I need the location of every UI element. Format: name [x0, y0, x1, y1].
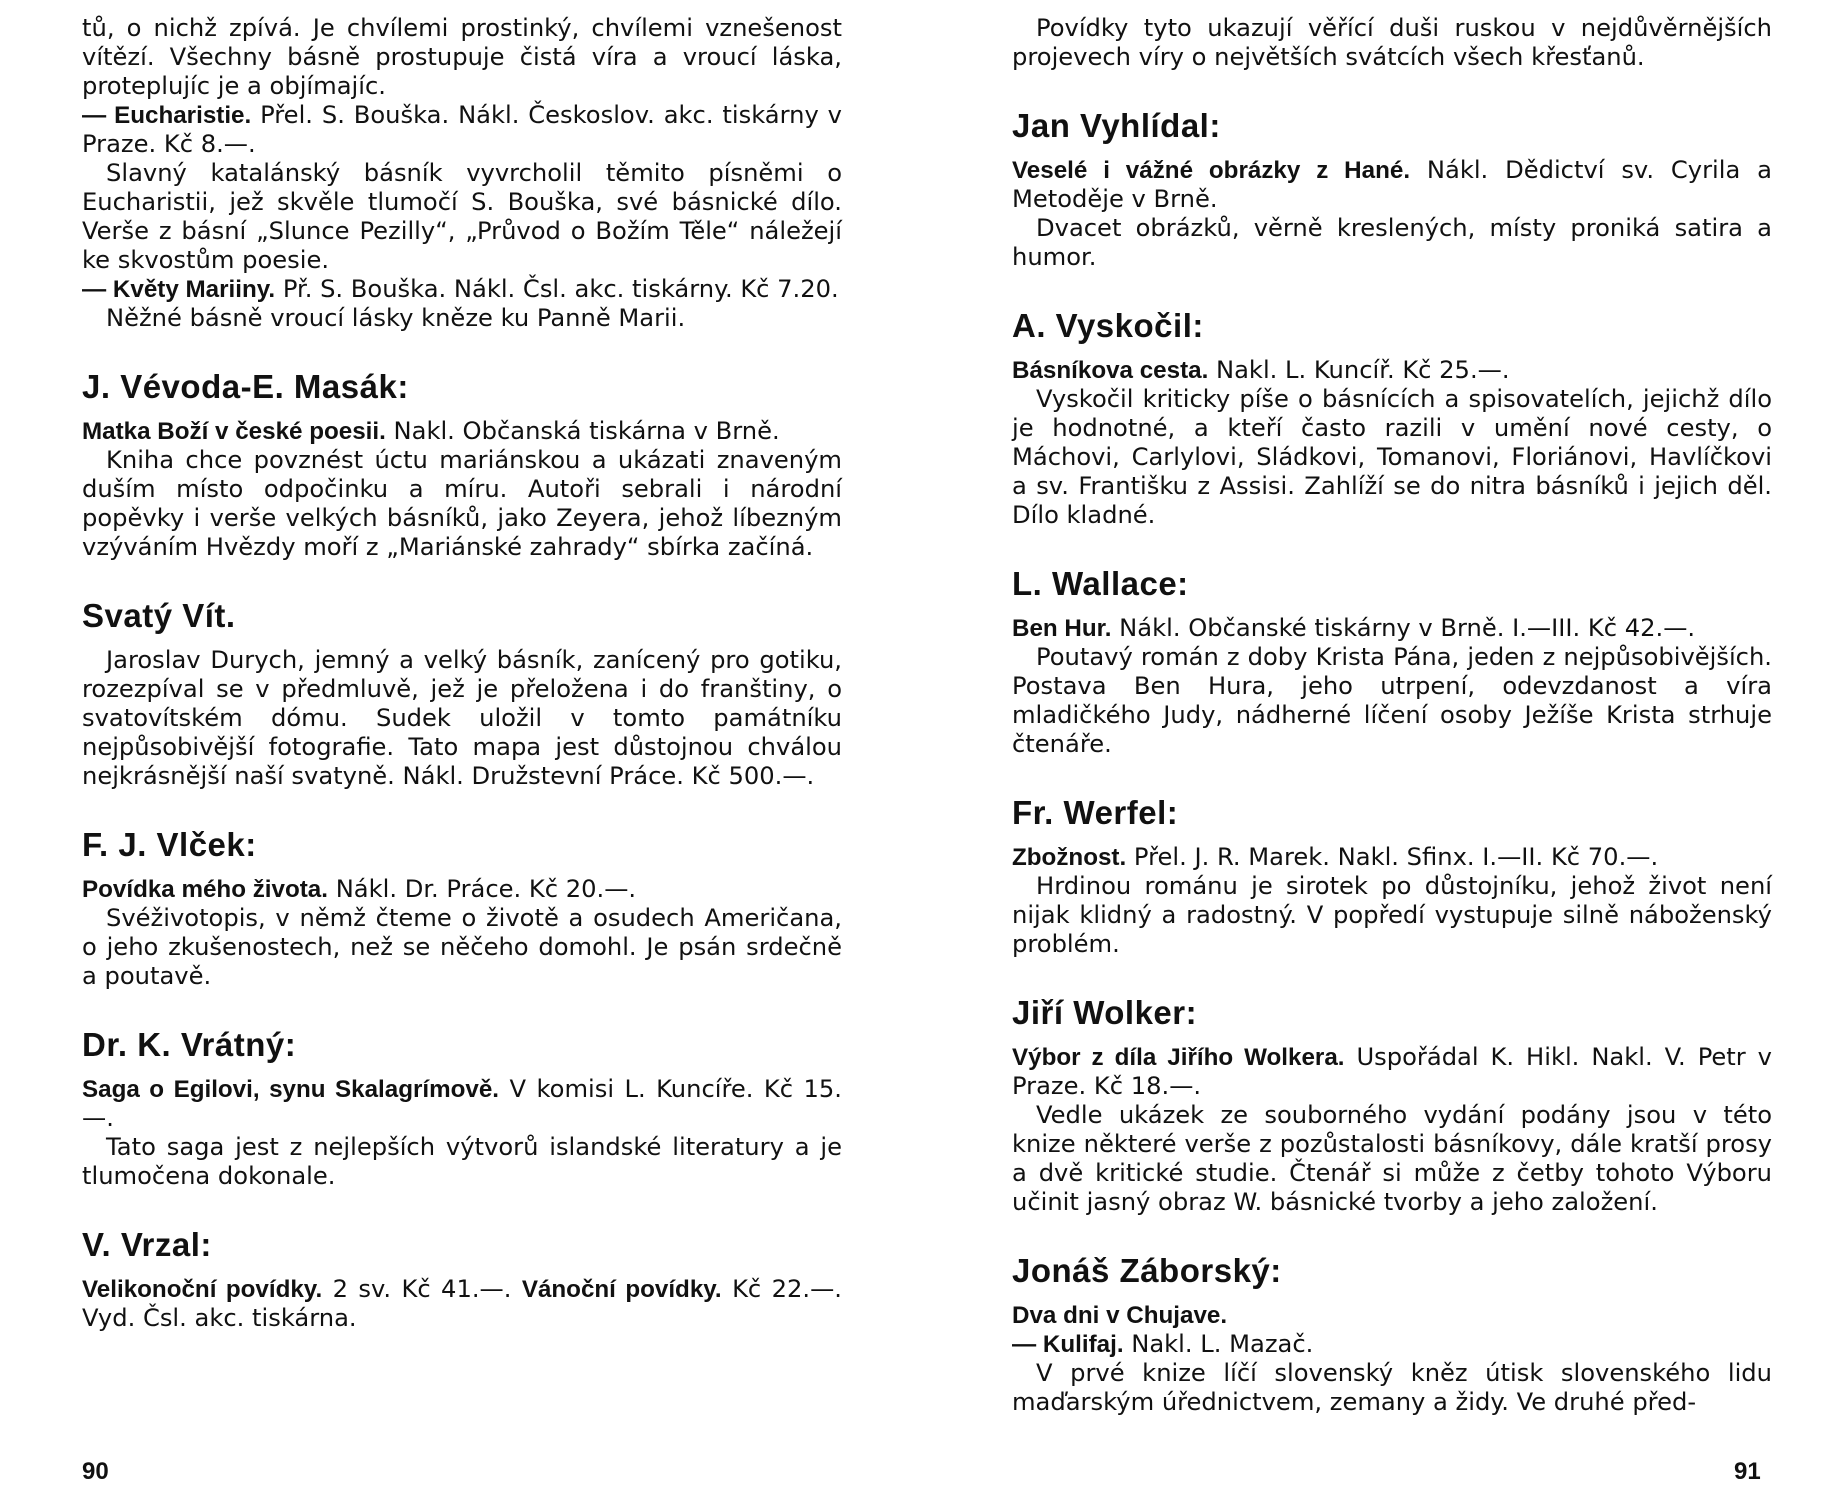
entry-description: Svéživotopis, v němž čteme o životě a osudech Američana, o jeho zkušenostech, než se něčeho domohl. Je psán srdečně a poutavě. — [82, 904, 842, 990]
entry-title: Výbor z díla Jiřího Wolkera. — [1012, 1044, 1345, 1071]
entry-details-second: Kč 22.—. Vyd. Čsl. akc. tiskárna. — [82, 1275, 842, 1332]
author-heading: Jonáš Záborský: — [1012, 1252, 1282, 1289]
entry-title-second: — Kulifaj. — [1012, 1331, 1124, 1358]
author-heading: V. Vrzal: — [82, 1226, 212, 1263]
entry-description: Poutavý román z doby Krista Pána, jeden z nejpůsobivějších. Postava Ben Hura, jeho utrpení, odevzdanost a víra mladičkého Judy, nádherné líčení osoby Ježíše Krista strhuje čtenáře. — [1012, 643, 1772, 758]
entry-details: Přel. S. Bouška. Nákl. Českoslov. akc. tiskárny v Praze. Kč 8.—. — [82, 101, 842, 158]
entry-title-second: Vánoční povídky. — [521, 1276, 722, 1303]
entry-description: Tato saga jest z nejlepších výtvorů islandské literatury a je tlumočena dokonale. — [82, 1133, 842, 1190]
entry-description: Něžné básně vroucí lásky kněze ku Panně Marii. — [106, 304, 686, 332]
entry-details-second: Nakl. L. Mazač. — [1131, 1330, 1314, 1358]
entry-title: Matka Boží v české poesii. — [82, 418, 386, 445]
entry-details: 2 sv. Kč 41.—. — [332, 1275, 512, 1303]
entry-title: Velikonoční povídky. — [82, 1276, 323, 1303]
entry-description: Slavný katalánský básník vyvrcholil těmito písněmi o Eucharistii, jež skvěle tlumočí S. Bouška, své básnické dílo. Verše z básní „Slunce Pezilly“, „Průvod o Božím Těle“ náležejí ke skvostům poesie. — [82, 159, 842, 274]
section-vyhlidal — [1012, 106, 1772, 272]
entry-title: — Květy Mariiny. — [82, 276, 276, 303]
entry-description: Hrdinou románu je sirotek po důstojníku, jehož život není nijak klidný a radostný. V popředí vystupuje silně náboženský problém. — [1012, 872, 1772, 958]
author-heading: A. Vyskočil: — [1012, 307, 1204, 344]
entry-description: Dvacet obrázků, věrně kreslených, místy proniká satira a humor. — [1012, 214, 1772, 271]
author-heading: Jiří Wolker: — [1012, 994, 1198, 1031]
author-heading: Svatý Vít. — [82, 597, 236, 634]
section-vyskocil — [1012, 306, 1772, 530]
entry-details: Nákl. Občanské tiskárny v Brně. I.—III. Kč 42.—. — [1119, 614, 1696, 642]
author-heading: L. Wallace: — [1012, 565, 1189, 602]
author-heading: F. J. Vlček: — [82, 826, 257, 863]
entry-title: Básníkova cesta. — [1012, 357, 1209, 384]
entry-title: Dva dni v Chujave. — [1012, 1302, 1228, 1329]
entry-description: Kniha chce povznést úctu mariánskou a ukázati znaveným duším místo odpočinku a míru. Autoři sebrali i národní popěvky i verše velkých básníků, jako Zeyera, jehož líbezným vzýváním Hvězdy moří z „Mariánské zahrady“ sbírka začíná. — [82, 446, 842, 561]
section-vrzal — [82, 1225, 842, 1333]
right-page — [1012, 14, 1772, 1417]
entry-details: Nákl. Dědictví sv. Cyrila a Metoděje v Brně. — [1012, 156, 1772, 213]
section-werfel — [1012, 793, 1772, 959]
entry-details: V komisi L. Kuncíře. Kč 15.—. — [82, 1075, 842, 1132]
entry-title: — Eucharistie. — [82, 102, 252, 129]
entry-title: Zbožnost. — [1012, 844, 1127, 871]
author-heading: Jan Vyhlídal: — [1012, 107, 1221, 144]
entry-details: Nakl. Občanská tiskárna v Brně. — [393, 417, 780, 445]
entry-details: Př. S. Bouška. Nákl. Čsl. akc. tiskárny. Kč 7.20. — [282, 275, 839, 303]
page-number-left: 90 — [82, 1458, 109, 1485]
entry-details: Uspořádal K. Hikl. Nakl. V. Petr v Praze. Kč 18.—. — [1012, 1043, 1772, 1100]
section-vevoda-masak — [82, 367, 842, 562]
section-vratny — [82, 1025, 842, 1191]
author-heading: Fr. Werfel: — [1012, 794, 1179, 831]
entry-details: Přel. J. R. Marek. Nakl. Sfinx. I.—II. Kč 70.—. — [1133, 843, 1659, 871]
author-heading: J. Vévoda-E. Masák: — [82, 368, 409, 405]
section-wallace — [1012, 564, 1772, 759]
entry-description: Vedle ukázek ze souborného vydání podány jsou v této knize některé verše z pozůstalosti básníkovy, dále kratší prosy a dvě kritické studie. Čtenář si může z četby tohoto Výboru učinit jasný obraz W. básnické tvorby a jeho založení. — [1012, 1101, 1772, 1216]
entry-description: V prvé knize líčí slovenský kněz útisk slovenského lidu maďarským úřednictvem, zemany a židy. Ve druhé před- — [1012, 1359, 1772, 1416]
left-page — [82, 14, 842, 1333]
left-intro-text: tů, o nichž zpívá. Je chvílemi prostinký, chvílemi vznešenost vítězí. Všechny básně prostupuje čistá víra a vroucí láska, proteplujíc je a objímajíc. — [82, 14, 842, 100]
right-intro-text: Povídky tyto ukazují věřící duši ruskou v nejdůvěrnějších projevech víry o největších svátcích všech křesťanů. — [1012, 14, 1772, 71]
entry-description: Vyskočil kriticky píše o básnících a spisovatelích, jejichž dílo je hodnotné, a kteří často razili v umění nové cesty, o Máchovi, Carlylovi, Sládkovi, Tomanovi, Floriánovi, Havlíčkovi a sv. Františku z Assisi. Zahlíží se do nitra básníků i jejich děl. Dílo kladné. — [1012, 385, 1772, 529]
entry-kvety-mariiny — [82, 275, 842, 333]
section-wolker — [1012, 993, 1772, 1217]
entry-title: Ben Hur. — [1012, 615, 1112, 642]
entry-details: Nakl. L. Kuncíř. Kč 25.—. — [1216, 356, 1510, 384]
entry-details: Nákl. Dr. Práce. Kč 20.—. — [335, 875, 637, 903]
section-svaty-vit — [82, 596, 842, 791]
entry-title: Povídka mého života. — [82, 876, 328, 903]
page-number-right: 91 — [1734, 1458, 1761, 1485]
entry-title: Veselé i vážné obrázky z Hané. — [1012, 157, 1411, 184]
entry-description: Jaroslav Durych, jemný a velký básník, zanícený pro gotiku, rozezpíval se v předmluvě, jež je přeložena i do franštiny, o svatovítském dómu. Sudek uložil v tomto památníku nejpůsobivější fotografie. Tato mapa jest důstojnou chválou nejkrásnější naší svatyně. Nákl. Družstevní Práce. Kč 500.—. — [82, 646, 842, 790]
author-heading: Dr. K. Vrátný: — [82, 1026, 297, 1063]
section-vlcek — [82, 825, 842, 991]
entry-title: Saga o Egilovi, synu Skalagrímově. — [82, 1076, 500, 1103]
section-zaborsky — [1012, 1251, 1772, 1417]
entry-eucharistie — [82, 101, 842, 275]
